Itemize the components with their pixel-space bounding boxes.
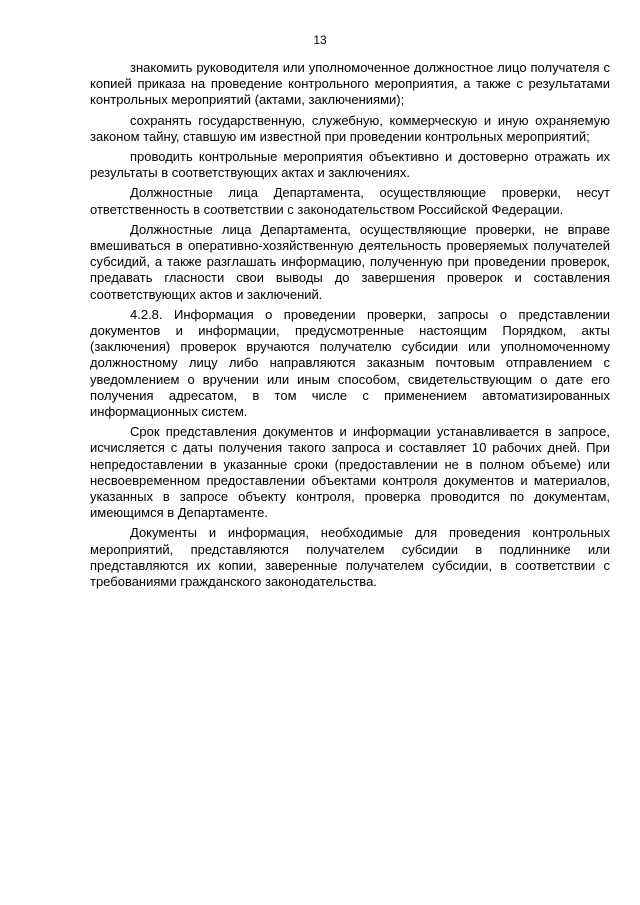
paragraph-4-2-8: 4.2.8. Информация о проведении проверки, запросы о представлении документов и информации, предусмотренные настоящим Порядком, акты (заключения) проверок вручаются получателю субсидии или уполномоченному должностному лицу либо направляются заказным почтовым отправлением с уведомлением о вручении или иным способом, свидетельствующим о дате его получения адресатом, в том числе с применением автоматизированных информационных систем. — [90, 306, 610, 420]
page-number: 13 — [313, 33, 327, 47]
paragraph-documents: Документы и информация, необходимые для проведения контрольных мероприятий, представляются получателем субсидии в подлиннике или представляются их копии, заверенные получателем субсидии, в соответствии с требованиями гражданского законодательства. — [90, 525, 610, 590]
paragraph-deadline: Срок представления документов и информации устанавливается в запросе, исчисляется с даты получения такого запроса и составляет 10 рабочих дней. При непредоставлении в указанные сроки (предоставлении не в полном объеме) или несвоевременном предоставлении объектами контроля документов и материалов, указанных в запросе объекту контроля, проверка проводится по документам, имеющимся в Департаменте. — [90, 424, 610, 521]
paragraph-notify-head: знакомить руководителя или уполномоченное должностное лицо получателя с копией приказа на проведение контрольного мероприятия, а также с результатами контрольных мероприятий (актами, заключениями); — [90, 60, 610, 108]
document-body — [90, 60, 610, 594]
paragraph-responsibility: Должностные лица Департамента, осуществляющие проверки, несут ответственность в соответствии с законодательством Российской Федерации. — [90, 185, 610, 217]
paragraph-non-interference: Должностные лица Департамента, осуществляющие проверки, не вправе вмешиваться в оперативно-хозяйственную деятельность проверяемых получателей субсидий, а также разглашать информацию, полученную при проведении проверок, предавать гласности свои выводы до завершения проверок и составления соответствующих актов и заключений. — [90, 221, 610, 302]
paragraph-keep-secret: сохранять государственную, служебную, коммерческую и иную охраняемую законом тайну, ставшую им известной при проведении контрольных мероприятий; — [90, 112, 610, 144]
paragraph-objective-control: проводить контрольные мероприятия объективно и достоверно отражать их результаты в соответствующих актах и заключениях. — [90, 149, 610, 181]
